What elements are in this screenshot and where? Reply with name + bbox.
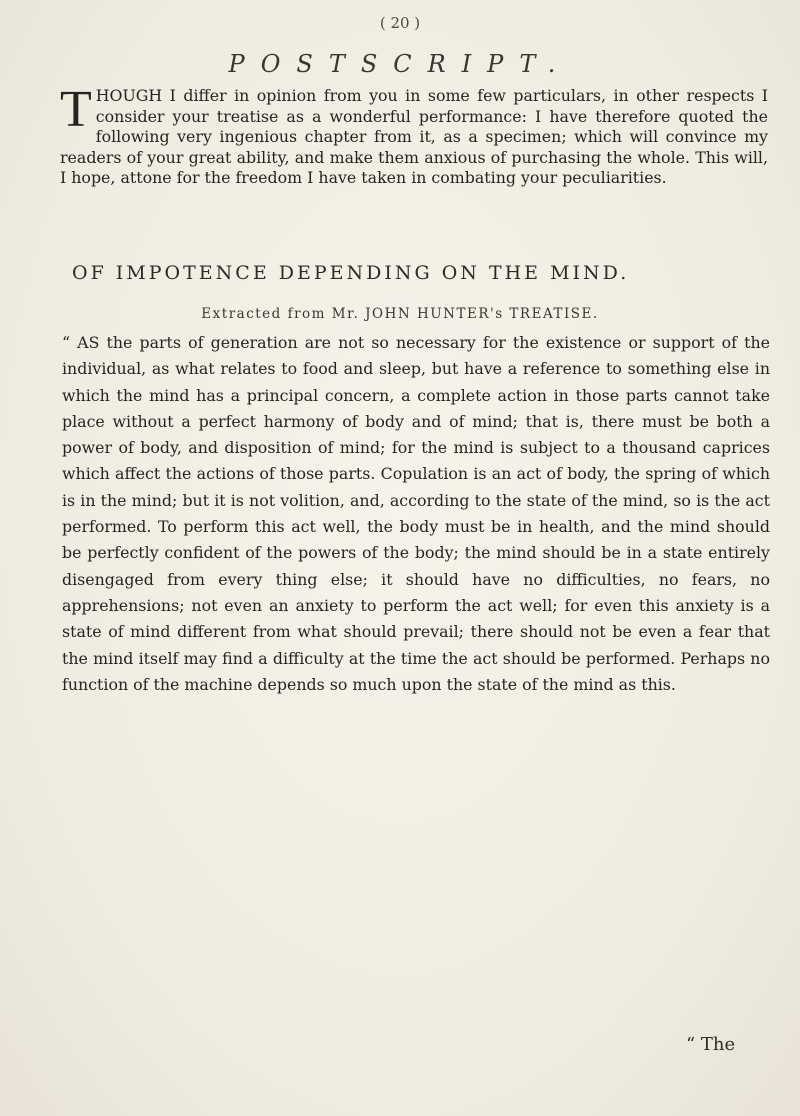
quoted-passage: “ AS the parts of generation are not so necessary for the existence or support of the individual, as what relates to food and sleep, but have a reference to something else in which the mind has a principal concern, a complete action in those parts cannot take place without a perfect harmony of body and of mind; that is, there must be both a power of body, and disposition of mind; for the mind is subject to a thousand caprices which affect the actions of those parts. Copulation is an act of body, the spring of which is in the mind; but it is not volition, and, according to the state of the mind, so is the act performed. To perform this act well, the body must be in health, and the mind should be perfectly confident of the powers of the body; the mind should be in a state entirely disengaged from every thing else; it should have no difficulties, no fears, no apprehensions; not even an anxiety to perform the act well; for even this anxiety is a state of mind different from what should prevail; there should not be even a fear that the mind itself may find a difficulty at the time the act should be performed. Perhaps no function of the machine depends so much upon the state of the mind as this. [62,333,770,694]
catchword: “ The [686,1034,736,1055]
postscript-heading: POSTSCRIPT. [228,50,572,78]
drop-cap: T [60,81,92,138]
section-title: OF IMPOTENCE DEPENDING ON THE MIND. [72,262,630,284]
page-number: ( 20 ) [379,14,421,32]
source-line: Extracted from Mr. JOHN HUNTER's TREATISE. [201,306,599,322]
intro-text: HOUGH I differ in opinion from you in some few particulars, in other respects I consider your treatise as a wonderful performance: I have therefore quoted the following very ingenious chapter from it, as a specimen; which will convince my readers of your great ability, and make them anxious of purchasing the whole. This will, I hope, attone for the freedom I have taken in combating your peculiarities. [60,86,768,188]
intro-paragraph [60,81,768,189]
